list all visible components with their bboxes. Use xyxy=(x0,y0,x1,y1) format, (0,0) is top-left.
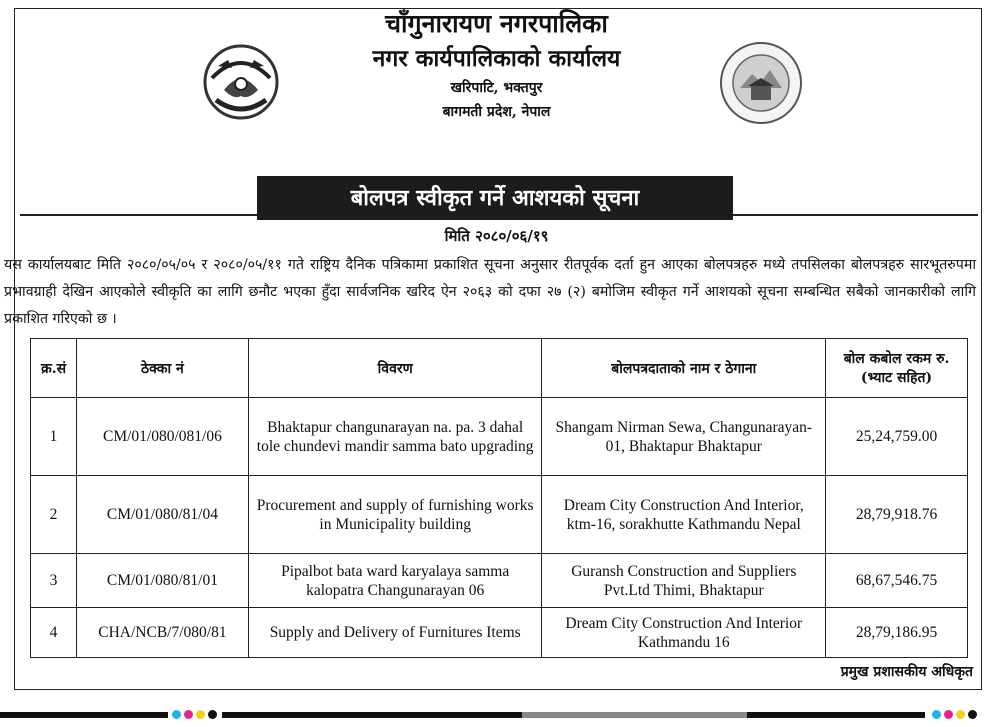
cell-amount: 25,24,759.00 xyxy=(826,398,968,476)
letterhead xyxy=(0,6,993,124)
black-dot-icon xyxy=(968,710,977,719)
office-address: खरिपाटि, भक्तपुर xyxy=(450,80,543,96)
header-amount: बोल कबोल रकम रु. (भ्याट सहित) xyxy=(826,339,968,398)
notice-body: यस कार्यालयबाट मिति २०८०/०५/०५ र २०८०/०५/११ गते राष्ट्रिय दैनिक पत्रिकामा प्रकाशित सूचना अनुसार रीतपूर्वक दर्ता हुन आएका बोलपत्रहरु मध्ये तपसिलका बोलपत्रहरु सारभूतरुपमा प्रभावग्राही देखिन आएकोले स्वीकृति का लागि छनौट भएका हुँदा सार्वजनिक खरिद ऐन २०६३ को दफा २७ (२) बमोजिम स्वीकृत गर्ने आशयको सूचना सम्बन्धित सबैको जानकारीको लागि प्रकाशित गरिएको छ । xyxy=(4,257,976,327)
tender-table xyxy=(30,338,968,658)
cell-contract-no: CM/01/080/81/01 xyxy=(76,554,248,608)
notice-date: मिति २०८०/०६/१९ xyxy=(444,227,549,245)
table-header-row xyxy=(31,339,968,398)
header-bidder: बोलपत्रदाताको नाम र ठेगाना xyxy=(542,339,826,398)
table-row xyxy=(31,476,968,554)
cell-amount: 28,79,186.95 xyxy=(826,608,968,658)
black-dot-icon xyxy=(208,710,217,719)
signatory-title: प्रमुख प्रशासकीय अधिकृत xyxy=(840,664,973,680)
cell-bidder: Guransh Construction and Suppliers Pvt.Ltd Thimi, Bhaktapur xyxy=(542,554,826,608)
office-name: नगर कार्यपालिकाको कार्यालय xyxy=(372,45,621,72)
cell-sn: 2 xyxy=(31,476,77,554)
cell-description: Bhaktapur changunarayan na. pa. 3 dahal tole chundevi mandir samma bato upgrading xyxy=(248,398,542,476)
table-row xyxy=(31,554,968,608)
header-sn: क्र.सं xyxy=(31,339,77,398)
header-description: विवरण xyxy=(248,339,542,398)
footer-rule-left xyxy=(0,712,168,718)
banner-rule-left xyxy=(20,214,257,216)
footer-rule-right xyxy=(747,712,925,718)
cyan-dot-icon xyxy=(932,710,941,719)
cell-bidder: Dream City Construction And Interior, ktm-16, sorakhutte Kathmandu Nepal xyxy=(542,476,826,554)
cell-description: Pipalbot bata ward karyalaya samma kalopatra Changunarayan 06 xyxy=(248,554,542,608)
cell-description: Procurement and supply of furnishing works in Municipality building xyxy=(248,476,542,554)
cell-bidder: Dream City Construction And Interior Kathmandu 16 xyxy=(542,608,826,658)
magenta-dot-icon xyxy=(184,710,193,719)
cell-sn: 3 xyxy=(31,554,77,608)
table-row xyxy=(31,608,968,658)
province-country: बागमती प्रदेश, नेपाल xyxy=(442,104,551,120)
header-contract-no: ठेक्का नं xyxy=(76,339,248,398)
cell-bidder: Shangam Nirman Sewa, Changunarayan- 01, Bhaktapur Bhaktapur xyxy=(542,398,826,476)
table-row xyxy=(31,398,968,476)
footer-rule-middle xyxy=(222,712,522,718)
magenta-dot-icon xyxy=(944,710,953,719)
cell-description: Supply and Delivery of Furnitures Items xyxy=(248,608,542,658)
yellow-dot-icon xyxy=(956,710,965,719)
cell-sn: 1 xyxy=(31,398,77,476)
cyan-dot-icon xyxy=(172,710,181,719)
cell-amount: 28,79,918.76 xyxy=(826,476,968,554)
footer-rule-gray xyxy=(522,712,747,718)
cell-contract-no: CM/01/080/081/06 xyxy=(76,398,248,476)
cell-contract-no: CHA/NCB/7/080/81 xyxy=(76,608,248,658)
notice-title: बोलपत्र स्वीकृत गर्ने आशयको सूचना xyxy=(257,176,733,220)
cell-sn: 4 xyxy=(31,608,77,658)
cell-amount: 68,67,546.75 xyxy=(826,554,968,608)
banner-rule-right xyxy=(733,214,978,216)
cell-contract-no: CM/01/080/81/04 xyxy=(76,476,248,554)
yellow-dot-icon xyxy=(196,710,205,719)
municipality-name: चाँगुनारायण नगरपालिका xyxy=(385,9,608,38)
